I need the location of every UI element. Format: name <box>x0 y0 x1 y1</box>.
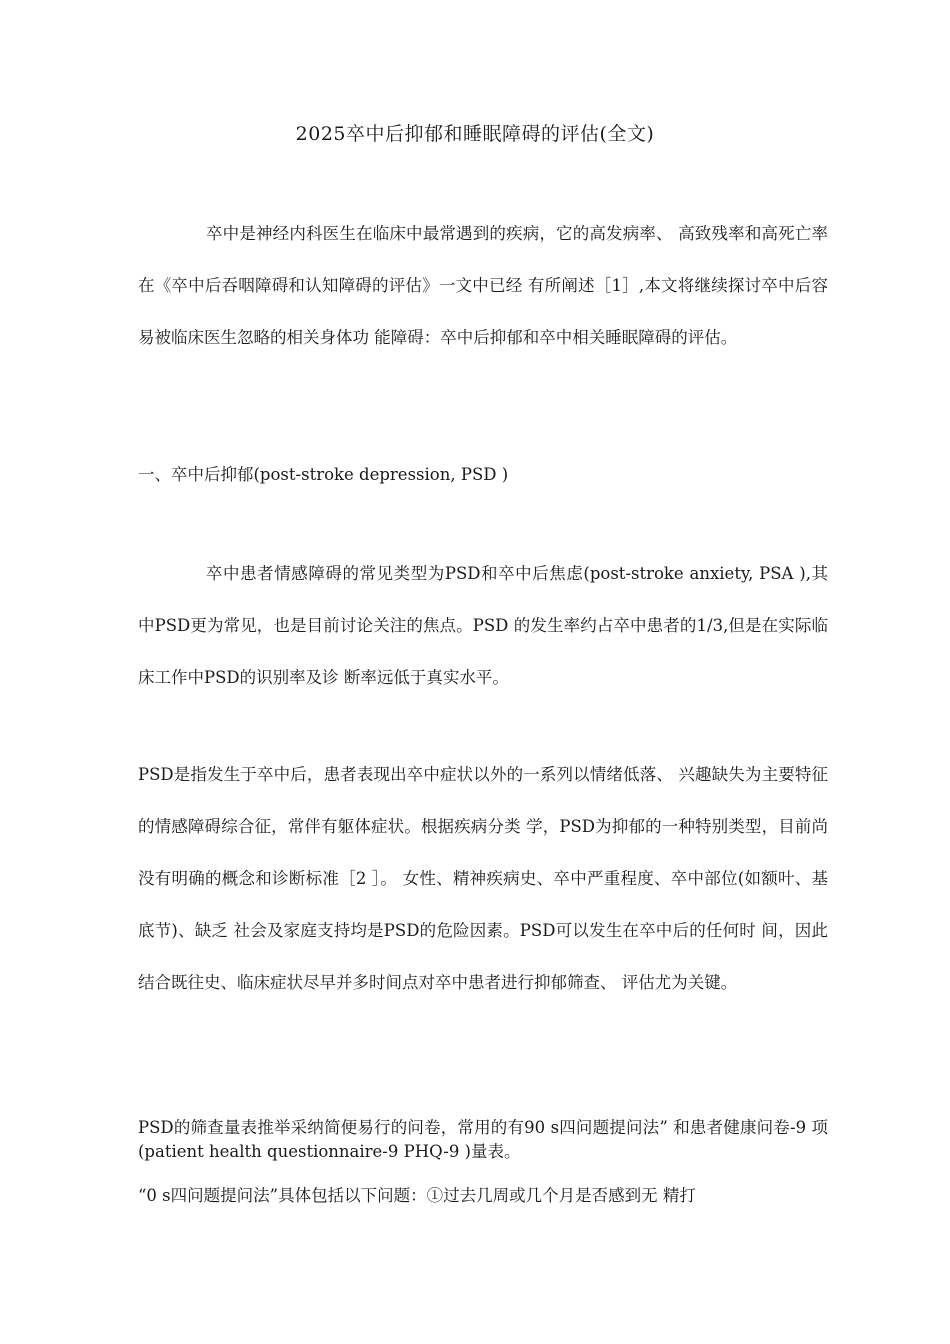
intro-paragraph: 卒中是神经内科医生在临床中最常遇到的疾病，它的高发病率、 高致残率和高死亡率在《卒中后吞咽障碍和认知障碍的评估》一文中已经 有所阐述［1］,本文将继续探讨卒中后容易被临床医生忽略的相关身体功 能障碍：卒中后抑郁和卒中相关睡眠障碍的评估。 <box>138 224 828 347</box>
section-heading-psd: 一、卒中后抑郁(post-stroke depression, PSD ) <box>138 465 509 484</box>
psd-screening-paragraph: PSD的筛查量表推举采纳简便易行的问卷，常用的有90 s四问题提问法” 和患者健康问卷-9 项(patient health questionnaire-9 PHQ-9 )量表。 <box>138 1118 828 1161</box>
psd-definition-paragraph: PSD是指发生于卒中后，患者表现出卒中症状以外的一系列以情绪低落、 兴趣缺失为主要特征的情感障碍综合征，常伴有躯体症状。根据疾病分类 学，PSD为抑郁的一种特别类型，目前尚没有明确的概念和诊断标准［2 ］。 女性、精神疾病史、卒中严重程度、卒中部位(如额叶、基底节)、缺乏 社会及家庭支持均是PSD的危险因素。PSD可以发生在卒中后的任何时 间，因此结合既往史、临床症状尽早并多时间点对卒中患者进行抑郁筛查、 评估尤为关键。 <box>138 765 828 992</box>
four-questions-paragraph: “0 s四问题提问法”具体包括以下问题：①过去几周或几个月是否感到无 精打 <box>138 1186 696 1205</box>
document-title: 2025卒中后抑郁和睡眠障碍的评估(全文) <box>295 123 655 145</box>
psd-overview-paragraph: 卒中患者情感障碍的常见类型为PSD和卒中后焦虑(post-stroke anxiety, PSA ),其中PSD更为常见，也是目前讨论关注的焦点。PSD 的发生率约占卒中患者的1/3,但是在实际临床工作中PSD的识别率及诊 断率远低于真实水平。 <box>138 564 828 687</box>
